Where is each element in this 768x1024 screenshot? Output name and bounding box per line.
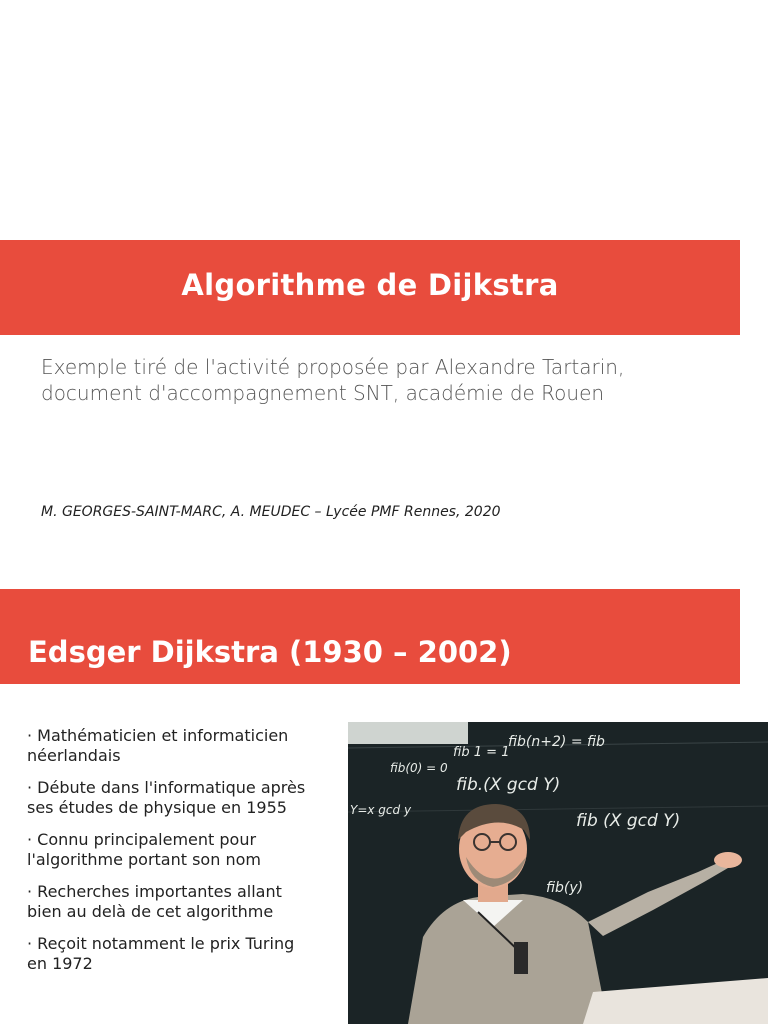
bullet-line: ses études de physique en 1955 (27, 798, 287, 817)
bullet-item (27, 830, 332, 870)
chalk-text: fib 1 = 1 (453, 745, 510, 760)
bullet-line: · Recherches importantes allant (27, 882, 282, 901)
blackboard-scene (348, 722, 768, 1024)
bullet-item (27, 882, 332, 922)
subtitle-line-2: document d'accompagnement SNT, académie de Rouen (41, 381, 605, 405)
slide-subtitle (41, 354, 721, 406)
subtitle-line-1: Exemple tiré de l'activité proposée par Alexandre Tartarin, (41, 355, 625, 379)
bullet-line: · Reçoit notamment le prix Turing (27, 934, 295, 953)
authors-credit: M. GEORGES-SAINT-MARC, A. MEUDEC – Lycée PMF Rennes, 2020 (41, 504, 501, 520)
chalk-text: fib.(X gcd Y) (456, 775, 561, 795)
bullet-line: bien au delà de cet algorithme (27, 902, 274, 921)
section-banner (0, 589, 740, 684)
bullet-line: · Débute dans l'informatique après (27, 778, 306, 797)
title-banner (0, 240, 740, 335)
chalk-text: Y=x gcd y (350, 803, 412, 817)
bullet-line: en 1972 (27, 954, 93, 973)
chalk-text: fib(y) (546, 880, 584, 896)
chalk-text: fib(0) = 0 (390, 761, 448, 775)
bullet-item (27, 934, 332, 974)
chalk-text: fib(n+2) = fib (508, 734, 605, 750)
bullet-line: · Connu principalement pour (27, 830, 257, 849)
bullet-line: · Mathématicien et informaticien (27, 726, 289, 745)
chalk-text: fib (X gcd Y) (576, 811, 681, 831)
bullet-line: l'algorithme portant son nom (27, 850, 261, 869)
dijkstra-portrait-photo (348, 722, 768, 1024)
bullet-item (27, 778, 332, 818)
bullet-line: néerlandais (27, 746, 121, 765)
section-title: Edsger Dijkstra (1930 – 2002) (28, 635, 512, 669)
bio-bullet-list (27, 726, 332, 986)
slide-title: Algorithme de Dijkstra (181, 268, 559, 302)
bullet-item (27, 726, 332, 766)
